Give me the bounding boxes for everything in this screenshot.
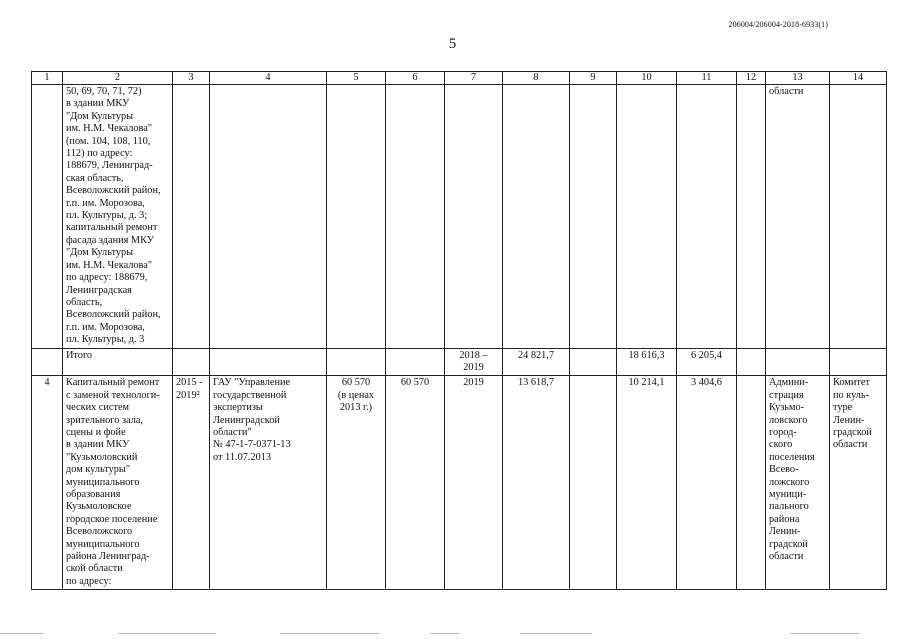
- column-number-header: 6: [386, 72, 445, 85]
- budget-table: [31, 71, 887, 590]
- table-cell: [173, 348, 210, 376]
- document-id: 206004/206004-2018-6933(1): [728, 20, 828, 29]
- column-number-header: 1: [32, 72, 63, 85]
- column-number-header: 12: [737, 72, 766, 85]
- scan-edge-marks: [0, 632, 905, 636]
- table-cell: [830, 348, 887, 376]
- total-col8-cell: 24 821,7: [503, 348, 570, 376]
- table-cell: [737, 348, 766, 376]
- table-cell: [210, 85, 327, 349]
- column-number-header: 11: [677, 72, 737, 85]
- table-row-continued: [32, 85, 887, 349]
- table-cell: [766, 348, 830, 376]
- table-cell: [570, 376, 617, 590]
- row-number-cell: 4: [32, 376, 63, 590]
- year-cell: 2019: [445, 376, 503, 590]
- col8-cell: 13 618,7: [503, 376, 570, 590]
- table-cell: [386, 85, 445, 349]
- table-cell: [737, 376, 766, 590]
- table-cell: [617, 85, 677, 349]
- column-number-header: 10: [617, 72, 677, 85]
- table-row-total: [32, 348, 887, 376]
- table-cell: [503, 85, 570, 349]
- column-number-header: 9: [570, 72, 617, 85]
- column-number-header: 7: [445, 72, 503, 85]
- row-number-cell: [32, 85, 63, 349]
- table-cell: [830, 85, 887, 349]
- table-cell: [445, 85, 503, 349]
- column-number-header: 2: [63, 72, 173, 85]
- period-cell: 2015 - 2019²: [173, 376, 210, 590]
- cost-cell: 60 570 (в ценах 2013 г.): [327, 376, 386, 590]
- total-col11-cell: 6 205,4: [677, 348, 737, 376]
- table-cell: [570, 85, 617, 349]
- table-cell: [327, 85, 386, 349]
- column-number-header: 3: [173, 72, 210, 85]
- table-cell: [210, 348, 327, 376]
- column-number-header: 4: [210, 72, 327, 85]
- column-number-header: 8: [503, 72, 570, 85]
- description-cell: Капитальный ремонт с заменой технологи- ческих систем зрительного зала, сцены и фойе в здании МКУ "Кузьмоловский дом культуры" муниципального образования Кузьмоловское городское поселение Всеволожского муниципального района Ленинград- ской области по адресу:: [63, 376, 173, 590]
- expertise-cell: ГАУ "Управление государственной экспертизы Ленинградской области" № 47-1-7-0371-13 от 11.07.2013: [210, 376, 327, 590]
- column-number-header: 13: [766, 72, 830, 85]
- committee-cell: Комитет по куль- туре Ленин- градской области: [830, 376, 887, 590]
- header-row: [32, 72, 887, 85]
- total-col10-cell: 18 616,3: [617, 348, 677, 376]
- table-cell: [677, 85, 737, 349]
- column-number-header: 14: [830, 72, 887, 85]
- table-cell: [386, 348, 445, 376]
- row-number-cell: [32, 348, 63, 376]
- table-cell: [570, 348, 617, 376]
- col6-cell: 60 570: [386, 376, 445, 590]
- administration-cell: Админи- страция Кузьмо- ловского город- ского поселения Всево- ложского муници- пального района Ленин- градской области: [766, 376, 830, 590]
- col10-cell: 10 214,1: [617, 376, 677, 590]
- column-number-header: 5: [327, 72, 386, 85]
- table-cell: [737, 85, 766, 349]
- table-row-4: [32, 376, 887, 590]
- total-years-cell: 2018 – 2019: [445, 348, 503, 376]
- total-label: Итого: [63, 348, 173, 376]
- description-cell: 50, 69, 70, 71, 72) в здании МКУ "Дом Культуры им. Н.М. Чекалова" (пом. 104, 108, 110, 112) по адресу: 188679, Ленинград- ская область, Всеволожский район, г.п. им. Морозова, пл. Культуры, д. 3; капитальный ремонт фасада здания МКУ "Дом Культуры им. Н.М. Чекалова" по адресу: 188679, Ленинградская область, Всеволожский район, г.п. им. Морозова, пл. Культуры, д. 3: [63, 85, 173, 349]
- table-cell: [327, 348, 386, 376]
- page-number: 5: [448, 36, 457, 52]
- col11-cell: 3 404,6: [677, 376, 737, 590]
- responsible-cell: области: [766, 85, 830, 349]
- table-cell: [173, 85, 210, 349]
